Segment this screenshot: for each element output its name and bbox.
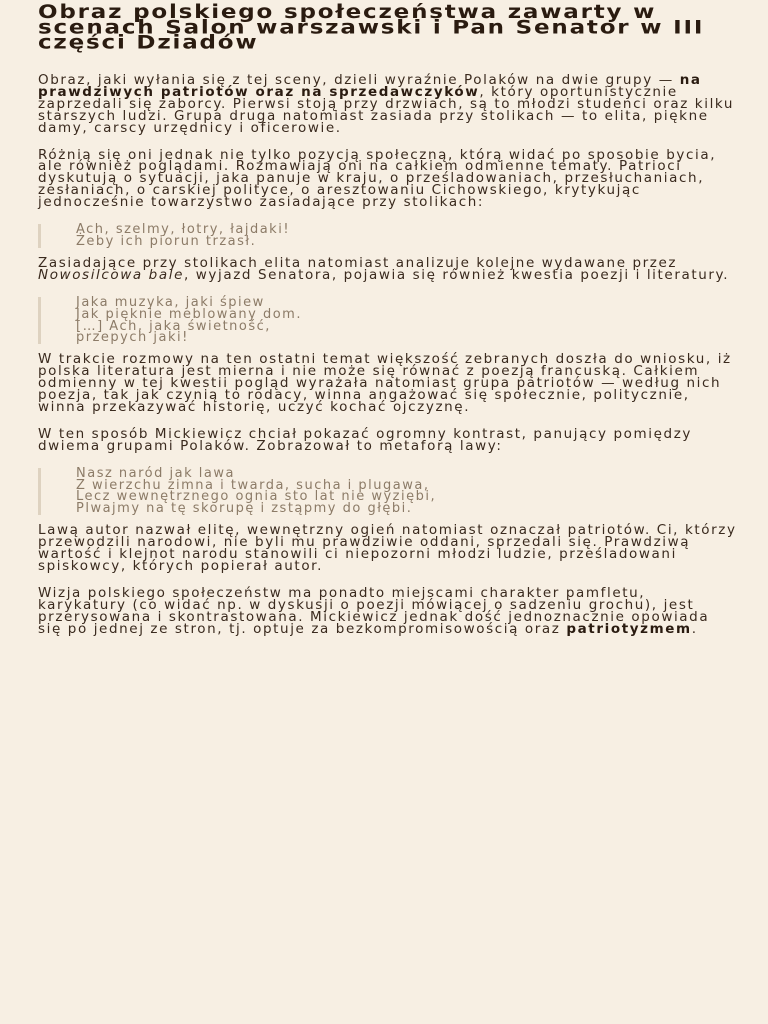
quote-3	[38, 465, 730, 517]
paragraph-7-bold: patriotyzmem	[566, 620, 692, 637]
paragraph-1	[38, 72, 738, 136]
quote-line: Ach, szelmy, łotry, łajdaki!	[76, 222, 291, 238]
article-title: Obraz polskiego społeczeństwa zawarty w scenach Salon warszawski i Pan Senator w III części Dziadów	[38, 1, 705, 54]
paragraph-5: W ten sposób Mickiewicz chciał pokazać ogromny kontrast, panujący pomiędzy dwiema grupami Polaków. Zobrazował to metaforą lawy:	[38, 425, 692, 454]
paragraph-3-text-a: Zasiadające przy stolikach elita natomiast analizuje kolejne wydawane przez	[38, 254, 678, 271]
quote-line: […] Ach, jaka świetność,	[76, 318, 271, 334]
paragraph-1-text-a: Obraz, jaki wyłania się z tej sceny, dzieli wyraźnie Polaków na dwie grupy —	[38, 72, 680, 88]
quote-1	[38, 224, 730, 248]
quote-line: Plwajmy na tę skorupę i zstąpmy do głębi.	[76, 501, 413, 517]
paragraph-6: Lawą autor nazwał elitę, wewnętrzny ogień natomiast oznaczał patriotów. Ci, którzy przewodzili narodowi, nie byli mu prawdziwie oddani, sprzedali się. Prawdziwą wartość i klejnot narodu stanowili ci niepozorni młodzi ludzie, prześladowani spiskowcy, których popierał autor.	[38, 522, 737, 574]
quote-line: Jak pięknie meblowany dom.	[76, 306, 302, 322]
paragraph-1-bold: na prawdziwych patriotów oraz na sprzedawczyków	[38, 72, 702, 100]
quote-line: Nasz naród jak lawa	[76, 465, 235, 481]
title-wrapper	[38, 1, 730, 75]
paragraph-2: Różnią się oni jednak nie tylko pozycją społeczną, którą widać po sposobie bycia, ale również poglądami. Rozmawiają oni na całkiem odmienne tematy. Patrioci dyskutują o sytuacji, jaka panuje w kraju, o prześladowaniach, przesłuchaniach, zesłaniach, o carskiej polityce, o aresztowaniu Cichowskiego, krytykując jednocześnie towarzystwo zasiadające przy stolikach:	[38, 146, 717, 211]
quote-line: Lecz wewnętrznego ognia sto lat nie wyziębi,	[76, 489, 437, 505]
paragraph-3-italic: Nowosilcowa bale	[38, 266, 184, 283]
paragraph-7-text-a: Wizja polskiego społeczeństw ma ponadto miejscami charakter pamfletu, karykatury (co widać np. w dyskusji o poezji mówiącej o sadzeniu grochu), jest przerysowana i skontrastowana. Mickiewicz jednak dość jednoznacznie opowiada się po jednej ze stron, tj. optuje za bezkompromisowością oraz	[38, 584, 710, 637]
paragraph-3	[38, 254, 738, 283]
paragraph-7-text-c: .	[691, 620, 698, 637]
quote-line: Z wierzchu zimna i twarda, sucha i plugawa,	[76, 477, 430, 493]
quote-line: Jaka muzyka, jaki śpiew	[76, 294, 265, 310]
paragraph-3-text-c: , wyjazd Senatora, pojawia się również kwestia poezji i literatury.	[183, 266, 730, 283]
quote-2	[38, 294, 730, 346]
quote-line: przepych jaki!	[76, 330, 189, 346]
quote-line: Żeby ich piorun trzasł.	[76, 233, 257, 249]
paragraph-1-text-c: , który oportunistycznie zaprzedali się zaborcy. Pierwsi stoją przy drzwiach, są to młodzi studenci oraz kilku starszych ludzi. Grupa druga natomiast zasiada przy stolikach — to elita, piękne damy, carscy urzędnicy i oficerowie.	[38, 83, 735, 136]
paragraph-4: W trakcie rozmowy na ten ostatni temat większość zebranych doszła do wniosku, iż polska literatura jest mierna i nie może się równać z poezją francuską. Całkiem odmienny w tej kwestii pogląd wyrażała natomiast grupa patriotów — według nich poezja, tak jak czynią to rodacy, winna angażować się społecznie, politycznie, winna przekazywać historię, uczyć kochać ojczyznę.	[38, 351, 732, 415]
paragraph-7	[38, 584, 738, 637]
